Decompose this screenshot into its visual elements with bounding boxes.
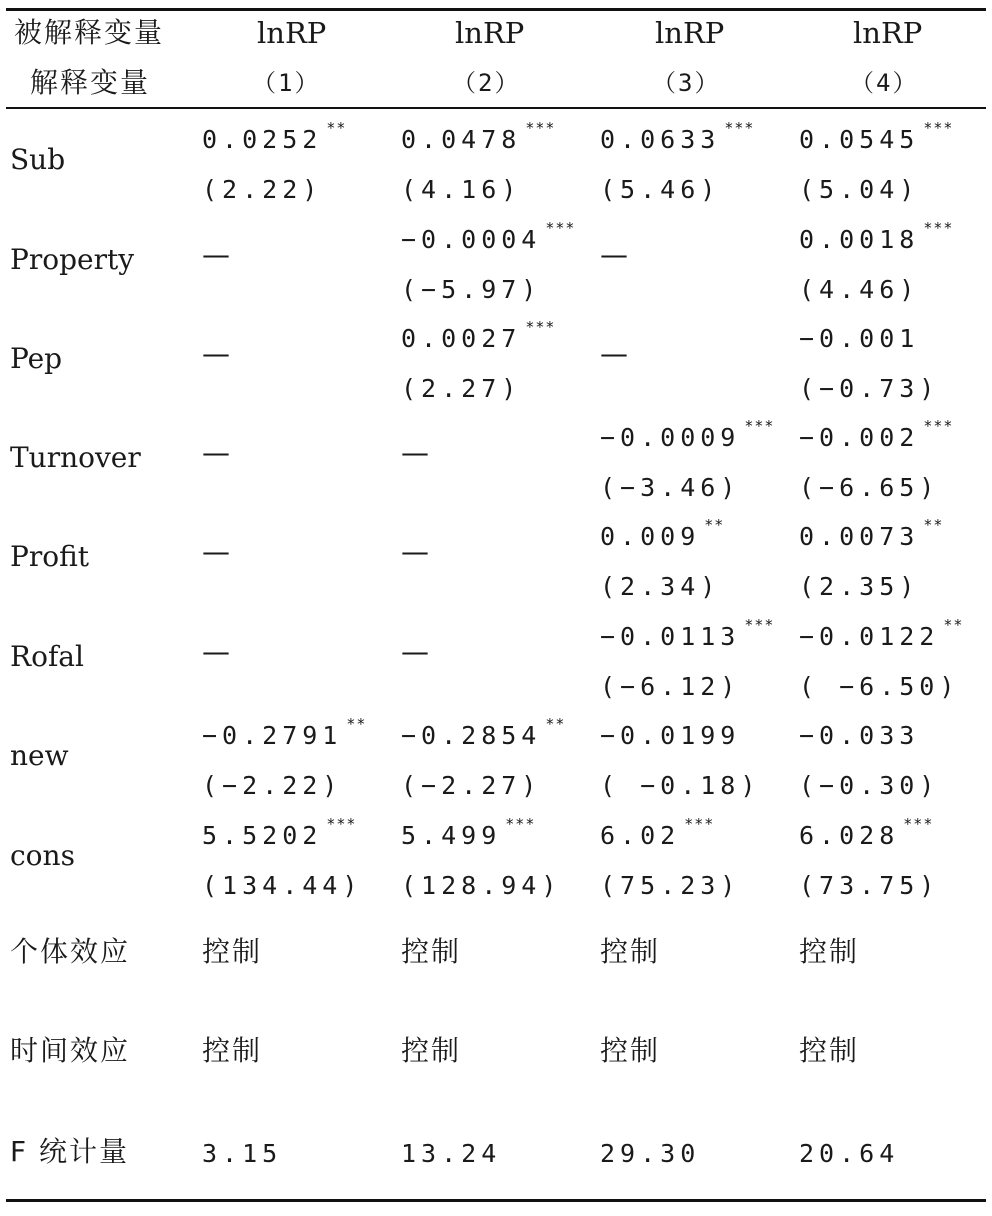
t-statistic: (2.35) <box>799 572 920 601</box>
coefficient-value: — <box>202 535 230 568</box>
model-label-4: （4） <box>850 69 919 97</box>
coefficient-cell <box>401 119 556 154</box>
coefficient-cell <box>799 417 954 452</box>
table-header-rule <box>6 107 986 109</box>
t-statistic: ( −0.18) <box>600 771 761 800</box>
significance-stars: *** <box>923 219 954 237</box>
coefficient-value: 5.499 <box>401 821 502 850</box>
coefficient-value: — <box>401 436 429 469</box>
coefficient-cell <box>600 616 775 651</box>
footer-value: 控制 <box>401 935 462 968</box>
coefficient-value: 0.0073 <box>799 522 920 551</box>
coefficient-cell <box>799 119 954 154</box>
coefficient-cell <box>401 535 429 568</box>
footer-label: 时间效应 <box>10 1034 131 1067</box>
t-statistic: (4.16) <box>401 175 522 204</box>
coefficient-value: — <box>401 635 429 668</box>
coefficient-value: — <box>202 436 230 469</box>
coefficient-cell <box>202 436 230 469</box>
footer-label: F 统计量 <box>10 1135 130 1168</box>
coefficient-cell <box>202 815 357 850</box>
coefficient-value: 0.0252 <box>202 125 323 154</box>
footer-value: 控制 <box>799 1034 860 1067</box>
coefficient-cell <box>799 723 919 748</box>
significance-stars: *** <box>903 815 934 833</box>
dependent-variable-2: lnRP <box>455 16 525 50</box>
t-statistic: (−6.12) <box>600 672 741 701</box>
explanatory-variable-label: 解释变量 <box>30 66 151 99</box>
variable-label: cons <box>10 839 75 872</box>
coefficient-value: — <box>202 635 230 668</box>
t-statistic: (−2.27) <box>401 771 542 800</box>
coefficient-value: — <box>600 238 628 271</box>
footer-value: 13.24 <box>401 1139 502 1168</box>
footer-value: 控制 <box>600 1034 661 1067</box>
coefficient-value: 0.0478 <box>401 125 522 154</box>
coefficient-value: — <box>600 337 628 370</box>
coefficient-value: −0.0113 <box>600 622 741 651</box>
coefficient-cell <box>202 715 367 750</box>
t-statistic: (2.34) <box>600 572 721 601</box>
coefficient-cell <box>401 436 429 469</box>
coefficient-cell <box>401 219 576 254</box>
t-statistic: (−0.30) <box>799 771 940 800</box>
significance-stars: *** <box>724 119 755 137</box>
model-label-2: （2） <box>452 69 521 97</box>
table-bottom-rule <box>6 1199 986 1202</box>
t-statistic: (128.94) <box>401 871 562 900</box>
coefficient-cell <box>600 815 715 850</box>
coefficient-value: — <box>202 238 230 271</box>
coefficient-value: −0.0122 <box>799 622 940 651</box>
significance-stars: *** <box>326 815 357 833</box>
coefficient-value: 0.0545 <box>799 125 920 154</box>
t-statistic: (2.22) <box>202 175 323 204</box>
coefficient-value: 0.009 <box>600 522 701 551</box>
t-statistic: (5.04) <box>799 175 920 204</box>
significance-stars: ** <box>346 715 367 733</box>
coefficient-value: −0.2854 <box>401 721 542 750</box>
variable-label: Profit <box>10 540 90 573</box>
coefficient-cell <box>799 326 919 351</box>
coefficient-cell <box>600 516 725 551</box>
coefficient-value: 6.028 <box>799 821 900 850</box>
coefficient-cell <box>799 815 934 850</box>
table-top-rule <box>6 8 986 11</box>
coefficient-value: — <box>401 535 429 568</box>
coefficient-value: — <box>202 337 230 370</box>
coefficient-cell <box>600 723 740 748</box>
coefficient-value: −0.033 <box>799 721 920 750</box>
variable-label: Property <box>10 243 135 276</box>
coefficient-cell <box>600 417 775 452</box>
coefficient-value: −0.001 <box>799 324 920 353</box>
significance-stars: *** <box>923 119 954 137</box>
coefficient-cell <box>401 318 556 353</box>
coefficient-cell <box>600 337 628 370</box>
model-label-3: （3） <box>652 69 721 97</box>
model-label-1: （1） <box>252 69 321 97</box>
footer-value: 29.30 <box>600 1139 701 1168</box>
coefficient-cell <box>202 119 347 154</box>
footer-value: 3.15 <box>202 1139 283 1168</box>
variable-label: Turnover <box>10 441 141 474</box>
coefficient-cell <box>401 815 536 850</box>
coefficient-value: −0.0199 <box>600 721 741 750</box>
coefficient-cell <box>600 238 628 271</box>
significance-stars: *** <box>744 417 775 435</box>
significance-stars: *** <box>744 616 775 634</box>
variable-label: Pep <box>10 342 63 375</box>
coefficient-value: 0.0633 <box>600 125 721 154</box>
significance-stars: ** <box>923 516 944 534</box>
coefficient-cell <box>202 635 230 668</box>
footer-value: 20.64 <box>799 1139 900 1168</box>
significance-stars: *** <box>505 815 536 833</box>
coefficient-cell <box>202 337 230 370</box>
coefficient-value: 5.5202 <box>202 821 323 850</box>
coefficient-cell <box>600 119 755 154</box>
dependent-variable-4: lnRP <box>853 16 923 50</box>
coefficient-value: −0.0009 <box>600 423 741 452</box>
variable-label: new <box>10 739 69 772</box>
footer-value: 控制 <box>401 1034 462 1067</box>
t-statistic: (5.46) <box>600 175 721 204</box>
significance-stars: *** <box>525 119 556 137</box>
t-statistic: (−2.22) <box>202 771 343 800</box>
coefficient-cell <box>799 616 964 651</box>
t-statistic: (2.27) <box>401 374 522 403</box>
t-statistic: ( −6.50) <box>799 672 960 701</box>
significance-stars: ** <box>704 516 725 534</box>
variable-label: Rofal <box>10 640 84 673</box>
coefficient-value: −0.002 <box>799 423 920 452</box>
t-statistic: (−6.65) <box>799 473 940 502</box>
t-statistic: (75.23) <box>600 871 741 900</box>
dependent-variable-1: lnRP <box>257 16 327 50</box>
significance-stars: *** <box>684 815 715 833</box>
coefficient-cell <box>401 715 566 750</box>
t-statistic: (−0.73) <box>799 374 940 403</box>
footer-value: 控制 <box>600 935 661 968</box>
t-statistic: (−5.97) <box>401 275 542 304</box>
footer-value: 控制 <box>202 935 263 968</box>
dependent-variable-label: 被解释变量 <box>14 16 165 49</box>
coefficient-value: −0.2791 <box>202 721 343 750</box>
footer-value: 控制 <box>202 1034 263 1067</box>
coefficient-cell <box>799 516 944 551</box>
t-statistic: (−3.46) <box>600 473 741 502</box>
coefficient-cell <box>799 219 954 254</box>
significance-stars: *** <box>923 417 954 435</box>
significance-stars: ** <box>326 119 347 137</box>
coefficient-value: −0.0004 <box>401 225 542 254</box>
coefficient-cell <box>202 535 230 568</box>
significance-stars: ** <box>545 715 566 733</box>
coefficient-value: 6.02 <box>600 821 681 850</box>
t-statistic: (4.46) <box>799 275 920 304</box>
coefficient-cell <box>401 635 429 668</box>
dependent-variable-3: lnRP <box>655 16 725 50</box>
variable-label: Sub <box>10 143 66 176</box>
coefficient-cell <box>202 238 230 271</box>
significance-stars: *** <box>545 219 576 237</box>
t-statistic: (134.44) <box>202 871 363 900</box>
significance-stars: ** <box>943 616 964 634</box>
coefficient-value: 0.0027 <box>401 324 522 353</box>
significance-stars: *** <box>525 318 556 336</box>
t-statistic: (73.75) <box>799 871 940 900</box>
footer-value: 控制 <box>799 935 860 968</box>
coefficient-value: 0.0018 <box>799 225 920 254</box>
footer-label: 个体效应 <box>10 935 131 968</box>
